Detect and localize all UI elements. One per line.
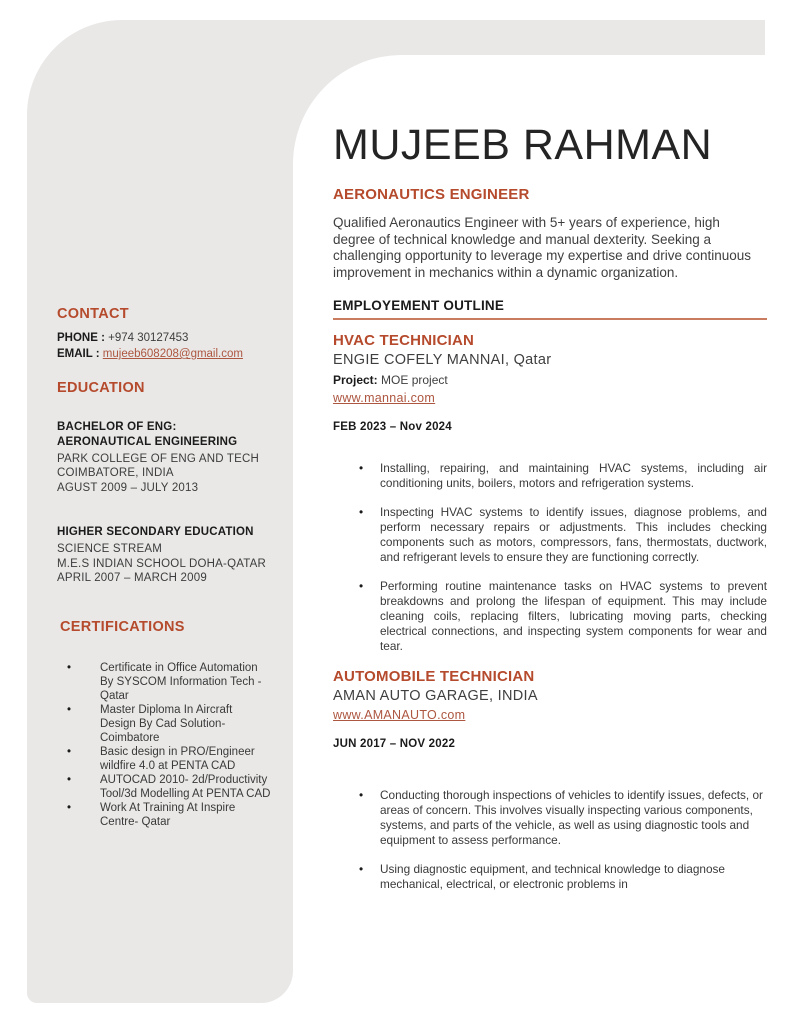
certifications-section (57, 619, 271, 829)
job-title: AUTOMOBILE TECHNICIAN (333, 668, 535, 686)
education-section (57, 380, 271, 586)
main-column (333, 123, 767, 906)
job-project-line (333, 373, 767, 387)
education-degree: BACHELOR OF ENG: AERONAUTICAL ENGINEERING (57, 421, 238, 448)
contact-section (57, 306, 271, 361)
project-label: Project: (333, 373, 378, 388)
job-company: ENGIE COFELY MANNAI, Qatar (333, 352, 552, 369)
phone-line (57, 331, 271, 345)
certification-item: • Basic design in PRO/Engineer wildfire 4.0 at PENTA CAD (57, 745, 271, 773)
profile-summary: Qualified Aeronautics Engineer with 5+ years of experience, high degree of technical knowledge and manual dexterity. Seeking a challenging opportunity to leverage my expertise and drive continuous improvement in mechanics within a dynamic organization. (333, 215, 752, 280)
phone-label: PHONE : (57, 332, 105, 344)
education-line: COIMBATORE, INDIA (57, 467, 174, 480)
email-label: EMAIL : (57, 348, 100, 360)
responsibility-item: • Installing, repairing, and maintaining HVAC systems, including air conditioning units, boilers, motors and refrigeration systems. (333, 461, 767, 491)
certifications-heading: CERTIFICATIONS (60, 618, 185, 635)
education-line: PARK COLLEGE OF ENG AND TECH (57, 452, 259, 465)
responsibility-item: • Conducting thorough inspections of vehicles to identify issues, defects, or areas of concern. This involves visually inspecting various components, systems, and parts of the vehicle, as well as using diagnostic tools and equipment to assess performance. (333, 788, 767, 848)
education-heading: EDUCATION (57, 380, 145, 396)
certification-item: • Work At Training At Inspire Centre- Qatar (57, 801, 271, 829)
email-line (57, 347, 271, 361)
education-degree: HIGHER SECONDARY EDUCATION (57, 526, 254, 539)
person-role: AERONAUTICS ENGINEER (333, 186, 530, 204)
job-dates: JUN 2017 – NOV 2022 (333, 738, 456, 751)
responsibility-item: • Inspecting HVAC systems to identify issues, diagnose problems, and perform necessary repairs or adjustments. This includes checking components such as motors, compressors, fans, thermostats, ductwork, and refrigerant levels to ensure they are functioning correctly. (333, 505, 767, 565)
job-responsibilities (333, 461, 767, 654)
education-line: AGUST 2009 – JULY 2013 (57, 481, 199, 494)
project-value: MOE project (381, 373, 448, 388)
education-line: SCIENCE STREAM (57, 543, 163, 556)
job-dates: FEB 2023 – Nov 2024 (333, 421, 452, 434)
job-entry-automobile (333, 668, 767, 892)
employment-heading: EMPLOYEMENT OUTLINE (333, 298, 767, 320)
education-entry (57, 420, 271, 495)
certification-item: • AUTOCAD 2010- 2d/Productivity Tool/3d Modelling At PENTA CAD (57, 773, 271, 801)
certification-item: • Master Diploma In Aircraft Design By Cad Solution- Coimbatore (57, 703, 271, 745)
responsibility-item: • Performing routine maintenance tasks on HVAC systems to prevent breakdowns and prolong the lifespan of equipment. This may include cleaning coils, replacing filters, lubricating moving parts, checking electrical connections, and inspecting system components for wear and tear. (333, 579, 767, 654)
certifications-list (57, 661, 271, 829)
education-line: APRIL 2007 – MARCH 2009 (57, 572, 207, 585)
job-responsibilities (333, 788, 767, 892)
company-website-link[interactable]: www.AMANAUTO.com (333, 708, 466, 723)
job-entry-hvac (333, 332, 767, 654)
contact-heading: CONTACT (57, 306, 129, 322)
education-entry (57, 525, 271, 585)
education-details (57, 542, 271, 586)
responsibility-item: • Using diagnostic equipment, and technical knowledge to diagnose mechanical, electrical, or electronic problems in (333, 862, 767, 892)
job-company: AMAN AUTO GARAGE, INDIA (333, 688, 538, 705)
certification-item: • Certificate in Office Automation By SYSCOM Information Tech -Qatar (57, 661, 271, 703)
phone-value: +974 30127453 (108, 332, 189, 344)
contact-lines (57, 331, 271, 361)
education-details (57, 452, 271, 496)
company-website-link[interactable]: www.mannai.com (333, 391, 436, 406)
education-line: M.E.S INDIAN SCHOOL DOHA-QATAR (57, 557, 266, 570)
sidebar (57, 306, 271, 829)
email-link[interactable]: mujeeb608208@gmail.com (102, 348, 243, 360)
person-name: MUJEEB RAHMAN (333, 121, 713, 169)
job-title: HVAC TECHNICIAN (333, 332, 475, 350)
